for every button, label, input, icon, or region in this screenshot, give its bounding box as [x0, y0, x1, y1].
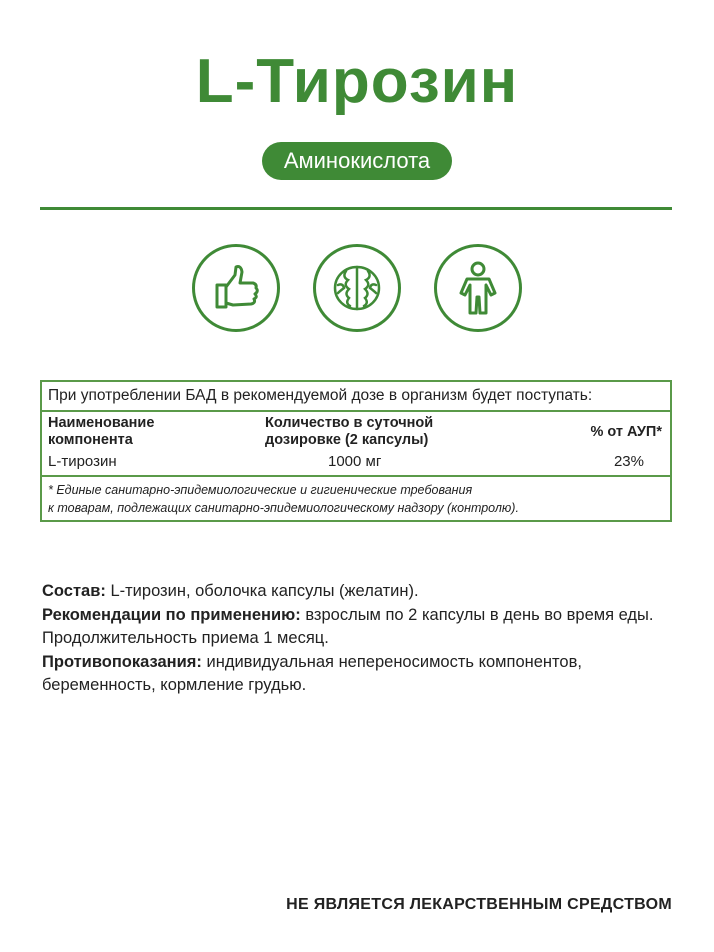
divider: [40, 207, 672, 210]
category-badge: Аминокислота: [262, 142, 452, 180]
column-header-name: Наименование компонента: [48, 415, 155, 448]
person-icon: [437, 247, 519, 329]
product-description: [42, 580, 672, 698]
table-divider: [42, 475, 670, 477]
cell-name: L-тирозин: [48, 453, 117, 470]
column-header-amount: Количество в суточной дозировке (2 капсулы): [265, 415, 434, 448]
brain-icon: [316, 247, 398, 329]
column-header-rsi: % от АУП*: [590, 424, 662, 440]
cell-rsi: 23%: [613, 453, 644, 470]
product-title: L-Тирозин: [195, 47, 519, 116]
person-badge: [434, 244, 522, 332]
nutrition-table: [40, 380, 672, 522]
thumbs-up-badge: [192, 244, 280, 332]
table-intro: При употреблении БАД в рекомендуемой дозе в организм будет поступать:: [48, 387, 593, 404]
table-footnote: * Единые санитарно-эпидемиологические и гигиенические требования к товарам, подлежащих санитарно-эпидемиологическому надзору (контролю).: [48, 483, 519, 515]
cell-amount: 1000 мг: [328, 453, 382, 470]
disclaimer: НЕ ЯВЛЯЕТСЯ ЛЕКАРСТВЕННЫМ СРЕДСТВОМ: [286, 896, 672, 913]
composition: Состав: L-тирозин, оболочка капсулы (желатин).: [42, 582, 419, 600]
brain-badge: [313, 244, 401, 332]
thumbs-up-icon: [195, 247, 277, 329]
usage: Рекомендации по применению: взрослым по 2 капсулы в день во время еды. Продолжительность приема 1 месяц.: [42, 605, 654, 647]
table-divider: [42, 410, 670, 412]
contraindications: Противопоказания: индивидуальная непереносимость компонентов, беременность, кормление грудью.: [42, 652, 582, 694]
